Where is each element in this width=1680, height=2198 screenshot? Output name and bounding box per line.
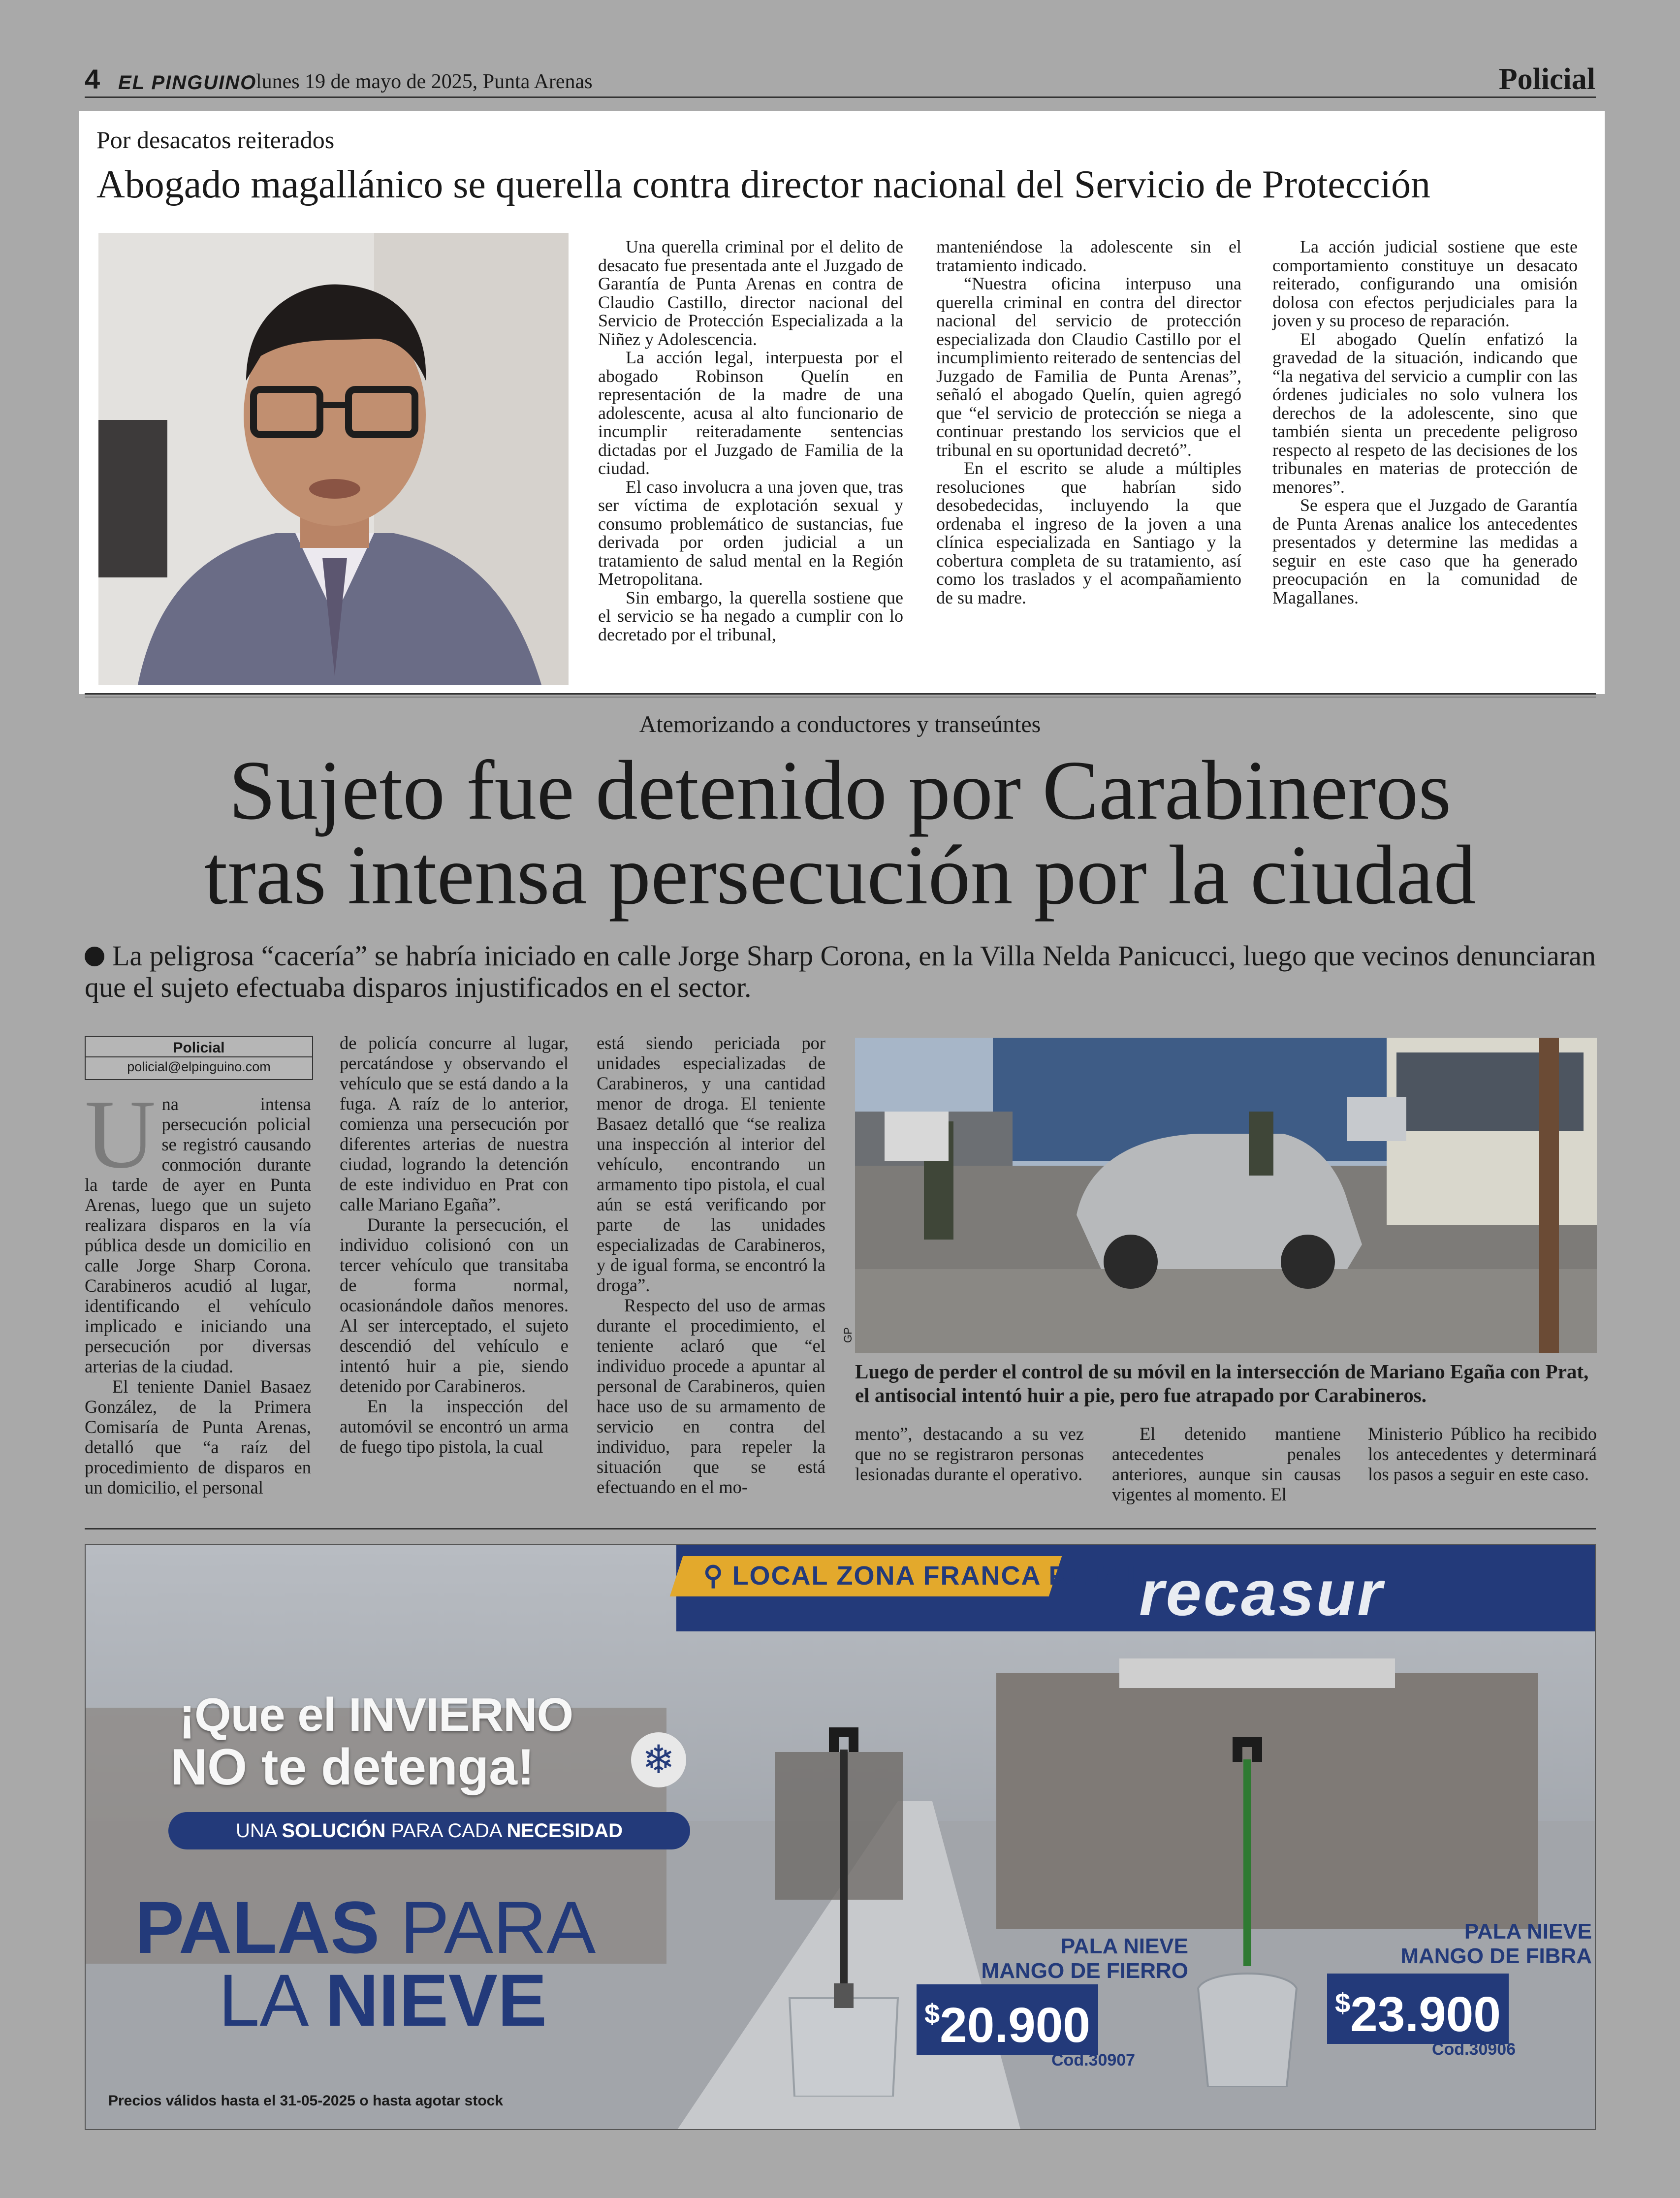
ad-validity-note: Precios válidos hasta el 31-05-2025 o hasta agotar stock	[108, 2093, 504, 2109]
article2-column-1: Una intensa persecución policial se registró causando conmoción durante la tarde de ayer en Punta Arenas, luego que un sujeto realizara disparos en la vía pública desde un domicilio en calle Jorge Sharp Corona. Carabineros acudió al lugar, identificando el vehículo implicado e iniciando una persecución por diversas arterias de la ciudad. El teniente Daniel Basaez González, de la Primera Comisaría de Punta Arenas, detalló que “a raíz del procedimiento de disparos en un domicilio, el personal	[85, 1080, 311, 1497]
article2-column-5: El detenido mantiene antecedentes penales anteriores, aunque sin causas vigentes al momento. El	[1112, 1424, 1341, 1504]
ad-headline-1: ¡Que el INVIERNO	[179, 1688, 573, 1741]
byline-email[interactable]: policial@elpinguino.com	[127, 1059, 271, 1074]
product2-price: $23.900	[1327, 1974, 1509, 2044]
ad-headline-2: NO te detenga!	[170, 1739, 535, 1796]
location-pin-icon: ⚲	[703, 1561, 732, 1591]
article1-kicker: Por desacatos reiterados	[96, 126, 335, 154]
article2-column-4: mento”, destacando a su vez que no se registraron personas lesionadas durante el operativo.	[855, 1424, 1084, 1484]
product1-code: Cod.30907	[1051, 2051, 1136, 2070]
article2-column-3: está siendo periciada por unidades especializadas de Carabineros, y una cantidad menor de droga. El teniente Basaez detalló que “se realiza una inspección al interior del vehículo, encontrando un armamento tipo pistola, el cual aún se está verificando por parte de las unidades especializadas de Carabineros, y de igual forma, se encontró la droga”. Respecto del uso de armas durante el procedimiento, el teniente aclaró que “el individuo procede a apuntar al personal de Carabineros, quien hace uso de su armamento de servicio en contra del individuo, para repeler la situación que se está efectuando en el mo-	[597, 1033, 825, 1497]
issue-date: lunes 19 de mayo de 2025, Punta Arenas	[256, 70, 593, 93]
article1-column-3: La acción judicial sostiene que este comportamiento constituye un desacato reiterado, configurando una omisión dolosa con efectos perjudiciales para la joven y su proceso de reparación. El abogado Quelín enfatizó la gravedad de la situación, indicando que “la negativa del servicio a cumplir con las órdenes judiciales no solo vulnera los derechos de la adolescente, sino que también sienta un precedente peligroso respecto al respeto de las decisiones de los tribunales en materias de protección de menores”. Se espera que el Juzgado de Garantía de Punta Arenas analice los antecedentes presentados y determine las medidas a seguir en este caso que ha generado preocupación en la comunidad de Magallanes.	[1272, 237, 1578, 607]
bullet-icon	[85, 947, 104, 966]
product1-name: PALA NIEVE MANGO DE FIERRO	[981, 1934, 1188, 1983]
ad-divider	[85, 1528, 1596, 1529]
photo-credit: GP	[842, 1327, 854, 1343]
article2-lead: La peligrosa “cacería” se habría iniciado en calle Jorge Sharp Corona, en la Villa Nelda Panicucci, luego que vecinos denunciaran que el sujeto efectuaba disparos injustificados en el sector.	[85, 940, 1596, 1003]
ad-tagline: UNA SOLUCIÓN PARA CADA NECESIDAD	[168, 1812, 690, 1849]
article-lawyer-lawsuit	[79, 111, 1605, 694]
article2-column-6: Ministerio Público ha recibido los antecedentes y determinará los pasos a seguir en este caso.	[1368, 1424, 1597, 1484]
article1-headline: Abogado magallánico se querella contra director nacional del Servicio de Protección	[96, 163, 1431, 206]
recasur-advertisement[interactable]	[85, 1544, 1596, 2130]
shovel-iron-handle-image	[785, 1722, 903, 2097]
product1-price: $20.900	[917, 1984, 1098, 2055]
header-rule	[85, 96, 1596, 98]
recasur-logo: recasur	[1139, 1557, 1384, 1629]
drop-cap: U	[85, 1080, 156, 1189]
product2-name: PALA NIEVE MANGO DE FIBRA	[1400, 1919, 1592, 1968]
article2-headline: Sujeto fue detenido por Carabineros tras intensa persecución por la ciudad	[204, 744, 1476, 922]
section-title: Policial	[1498, 63, 1595, 96]
article1-column-1: Una querella criminal por el delito de desacato fue presentada ante el Juzgado de Garantía de Punta Arenas en contra de Claudio Castillo, director nacional del Servicio de Protección Especializada a la Niñez y Adolescencia. La acción legal, interpuesta por el abogado Robinson Quelín en representación de la madre de una adolescente, acusa al alto funcionario de incumplir reiteradamente sentencias dictadas por el Juzgado de Familia de la ciudad. El caso involucra a una joven que, tras ser víctima de explotación sexual y consumo problemático de sustancias, fue derivada por orden judicial a un tratamiento de salud mental en la Región Metropolitana. Sin embargo, la querella sostiene que el servicio se ha negado a cumplir con lo decretado por el tribunal,	[598, 237, 903, 644]
lawyer-portrait-photo	[98, 233, 569, 685]
ad-main-title-1: PALAS PARA	[135, 1886, 596, 1969]
paper-logo: EL PINGUINO	[118, 72, 257, 94]
product2-code: Cod.30906	[1432, 2040, 1516, 2059]
article-divider-thin	[85, 697, 1596, 698]
location-label: ⚲ LOCAL ZONA FRANCA RETAIL	[703, 1561, 1149, 1591]
article1-column-2: manteniéndose la adolescente sin el tratamiento indicado. “Nuestra oficina interpuso una querella criminal en contra del director nacional del servicio de protección especializada don Claudio Castillo por el incumplimiento reiterado de sentencias del Juzgado de Familia de Punta Arenas”, señaló el abogado Quelín, quien agregó que “el servicio de protección se niega a continuar prestando los servicios que el tribunal en su oportunidad decretó”. En el escrito se alude a múltiples resoluciones que habrían sido desobedecidas, incluyendo la que ordenaba el ingreso de la joven a una clínica especializada en Santiago y la cobertura completa de su tratamiento, así como los traslados y el acompañamiento de su madre.	[936, 237, 1241, 607]
page-number: 4	[85, 64, 100, 95]
snowflake-icon: ❄	[631, 1732, 686, 1787]
byline-section: Policial	[86, 1037, 312, 1057]
crash-scene-photo	[855, 1038, 1597, 1353]
article2-kicker: Atemorizando a conductores y transeúntes	[639, 711, 1041, 737]
ad-main-title-2: LA NIEVE	[219, 1959, 547, 2041]
byline-box	[85, 1036, 313, 1080]
article2-column-2: de policía concurre al lugar, percatándose y observando el vehículo que se está dando a la fuga. A raíz de lo anterior, comienza una persecución por diferentes arterias de nuestra ciudad, logrando la detención de este individuo en Prat con calle Mariano Egaña”. Durante la persecución, el individuo colisionó con un tercer vehículo que transitaba de forma normal, ocasionándole daños menores. Al ser interceptado, el sujeto descendió del vehículo e intentó huir a pie, siendo detenido por Carabineros. En la inspección del automóvil se encontró un arma de fuego tipo pistola, la cual	[340, 1033, 569, 1457]
photo-caption: Luego de perder el control de su móvil en la intersección de Mariano Egaña con Prat, el antisocial intentó huir a pie, pero fue atrapado por Carabineros.	[855, 1360, 1589, 1406]
shovel-fiber-handle-image	[1188, 1732, 1306, 2087]
article-divider	[85, 693, 1596, 695]
